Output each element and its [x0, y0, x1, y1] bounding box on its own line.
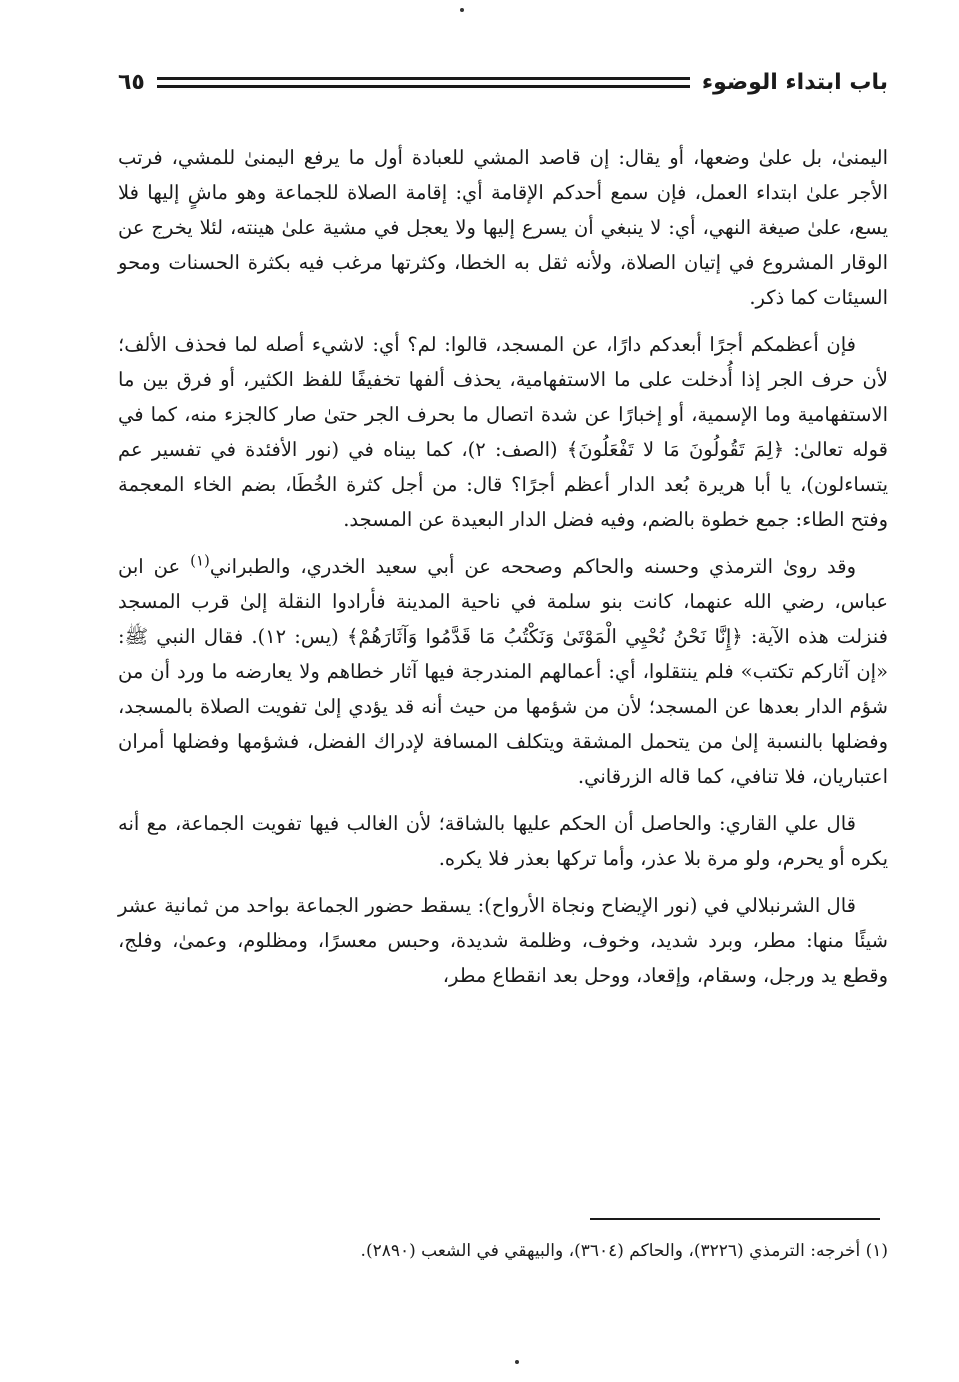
- paragraph-5: [118, 888, 888, 993]
- text-line: (يس: ١٢). فقال النبي ﷺ: «إن آثاركم تكتب» فلم ينتقلوا، أي: أعمالهم المندرجة فيها: [118, 625, 888, 683]
- text-line: بحرف الجر حتىٰ صار كالجزء منه، كما في قوله تعالىٰ: ﴿لِمَ تَقُولُونَ مَا لا تَفْعَلُونَ﴾: [118, 403, 888, 461]
- text-line: المسجد فنزلت هذه الآية: ﴿إِنَّا نَحْنُ نُحْيِي الْمَوْتَىٰ وَنَكْتُبُ مَا قَدَّمُوا وَآثَارَهُمْ﴾: [118, 590, 888, 648]
- text-line: قال الشرنبلالي في (نور الإيضاح ونجاة الأرواح): يسقط حضور الجماعة بواحد: [246, 894, 856, 917]
- footnote: (١) أخرجه: الترمذي (٣٢٢٦)، والحاكم (٣٦٠٤)، والبيهقي في الشعب (٢٨٩٠).: [360, 1241, 888, 1261]
- paragraph-4: [118, 806, 888, 876]
- text-line: اليمنىٰ، بل علىٰ وضعها، أو يقال: إن قاصد المشي للعبادة أول ما يرفع اليمنىٰ للمشي،: [171, 146, 888, 169]
- text-line: المسافة لإدراك الفضل، فشؤمها وفضلها أمران اعتباريان، فلا تنافي، كما قاله الزرقاني.: [118, 730, 888, 788]
- text-line: فرتب الأجر علىٰ ابتداء العمل، فإن سمع أحدكم الإقامة أي: إقامة الصلاة للجماعة وهو: [118, 146, 888, 204]
- text-line: (الصف: ٢)، كما بيناه في (نور الأفئدة في تفسير عم يتساءلون)، يا أبا هريرة بُعد الدار: [118, 438, 889, 496]
- page-header: [118, 62, 888, 102]
- text-line: علىٰ هينته، لئلا يخرج عن الوقار المشروع في إتيان الصلاة، ولأنه ثقل به الخطا، وكثرتها: [118, 216, 889, 274]
- text-line: فحذف الألف؛ لأن حرف الجر إذا أُدخلت على ما الاستفهامية، يحذف ألفها تخفيفًا: [118, 333, 888, 391]
- footnote-separator: [590, 1218, 880, 1220]
- body-text: [118, 140, 888, 1005]
- footnote-marker: (١): [190, 551, 210, 570]
- text-line: وقد روىٰ الترمذي وحسنه والحاكم وصححه عن أبي سعيد الخدري، والطبراني: [209, 555, 856, 578]
- text-line: للفظ الكثير، أو فرق بين ما الاستفهامية وما الإسمية، أو إخبارًا عن شدة اتصال ما: [118, 368, 888, 426]
- text-line: من ثمانية عشر شيئًا منها: مطر، وبرد شديد، وخوف، وظلمة شديدة، وحبس معسرًا،: [118, 894, 888, 952]
- text-line: عن ابن عباس، رضي الله عنهما، كانت بنو سلمة في ناحية المدينة فأرادوا النقلة إلىٰ قرب: [118, 555, 888, 613]
- chapter-title: باب ابتداء الوضوء: [701, 69, 888, 95]
- paragraph-3: [118, 549, 888, 794]
- text-line: مرغب فيه بكثرة الحسنات ومحو السيئات كما ذكر.: [118, 251, 888, 309]
- scan-speck: [515, 1360, 519, 1364]
- header-double-rule: [157, 77, 690, 88]
- text-line: قال علي القاري: والحاصل أن الحكم عليها بالشاقة؛ لأن الغالب فيها تفويت: [251, 812, 856, 835]
- paragraph-1: [118, 140, 888, 315]
- text-line: أعظم أجرًا؟ قال: من أجل كثرة الخُطَا، بضم الخاء المعجمة وفتح الطاء: جمع خطوة: [118, 473, 888, 531]
- text-line: ومظلوم، وعمىٰ، وفلج، وقطع يد ورجل، وسقام، وإقعاد، ووحل بعد انقطاع مطر،: [118, 929, 888, 987]
- text-line: آثار خطاهم ولا يعارضه ما ورد أن من شؤم الدار بعدها عن المسجد؛ لأن من شؤمها من حيث: [118, 660, 889, 718]
- scan-speck: [460, 8, 464, 12]
- text-line: الجماعة، مع أنه يكره أو يحرم، ولو مرة بلا عذر، وأما تركها بعذر فلا يكره.: [118, 812, 888, 870]
- paragraph-2: [118, 327, 888, 537]
- text-line: فإن أعظمكم أجرًا أبعدكم دارًا، عن المسجد، قالوا: لم؟ أي: لاشيء أصله لما: [234, 333, 857, 356]
- text-line: ماشٍ إليها فلا يسع، علىٰ صيغة النهي، أي: لا ينبغي أن يسرع إليها ولا يعجل في مشية: [118, 181, 889, 239]
- text-line: أنه قد يؤدي إلىٰ تفويت الصلاة بالمسجد، وفضلها بالنسبة إلىٰ من يتحمل المشقة ويتكلف: [118, 695, 888, 753]
- text-line: بالضم، وفيه فضل الدار البعيدة عن المسجد.: [343, 508, 695, 531]
- page-number: ٦٥: [118, 69, 145, 95]
